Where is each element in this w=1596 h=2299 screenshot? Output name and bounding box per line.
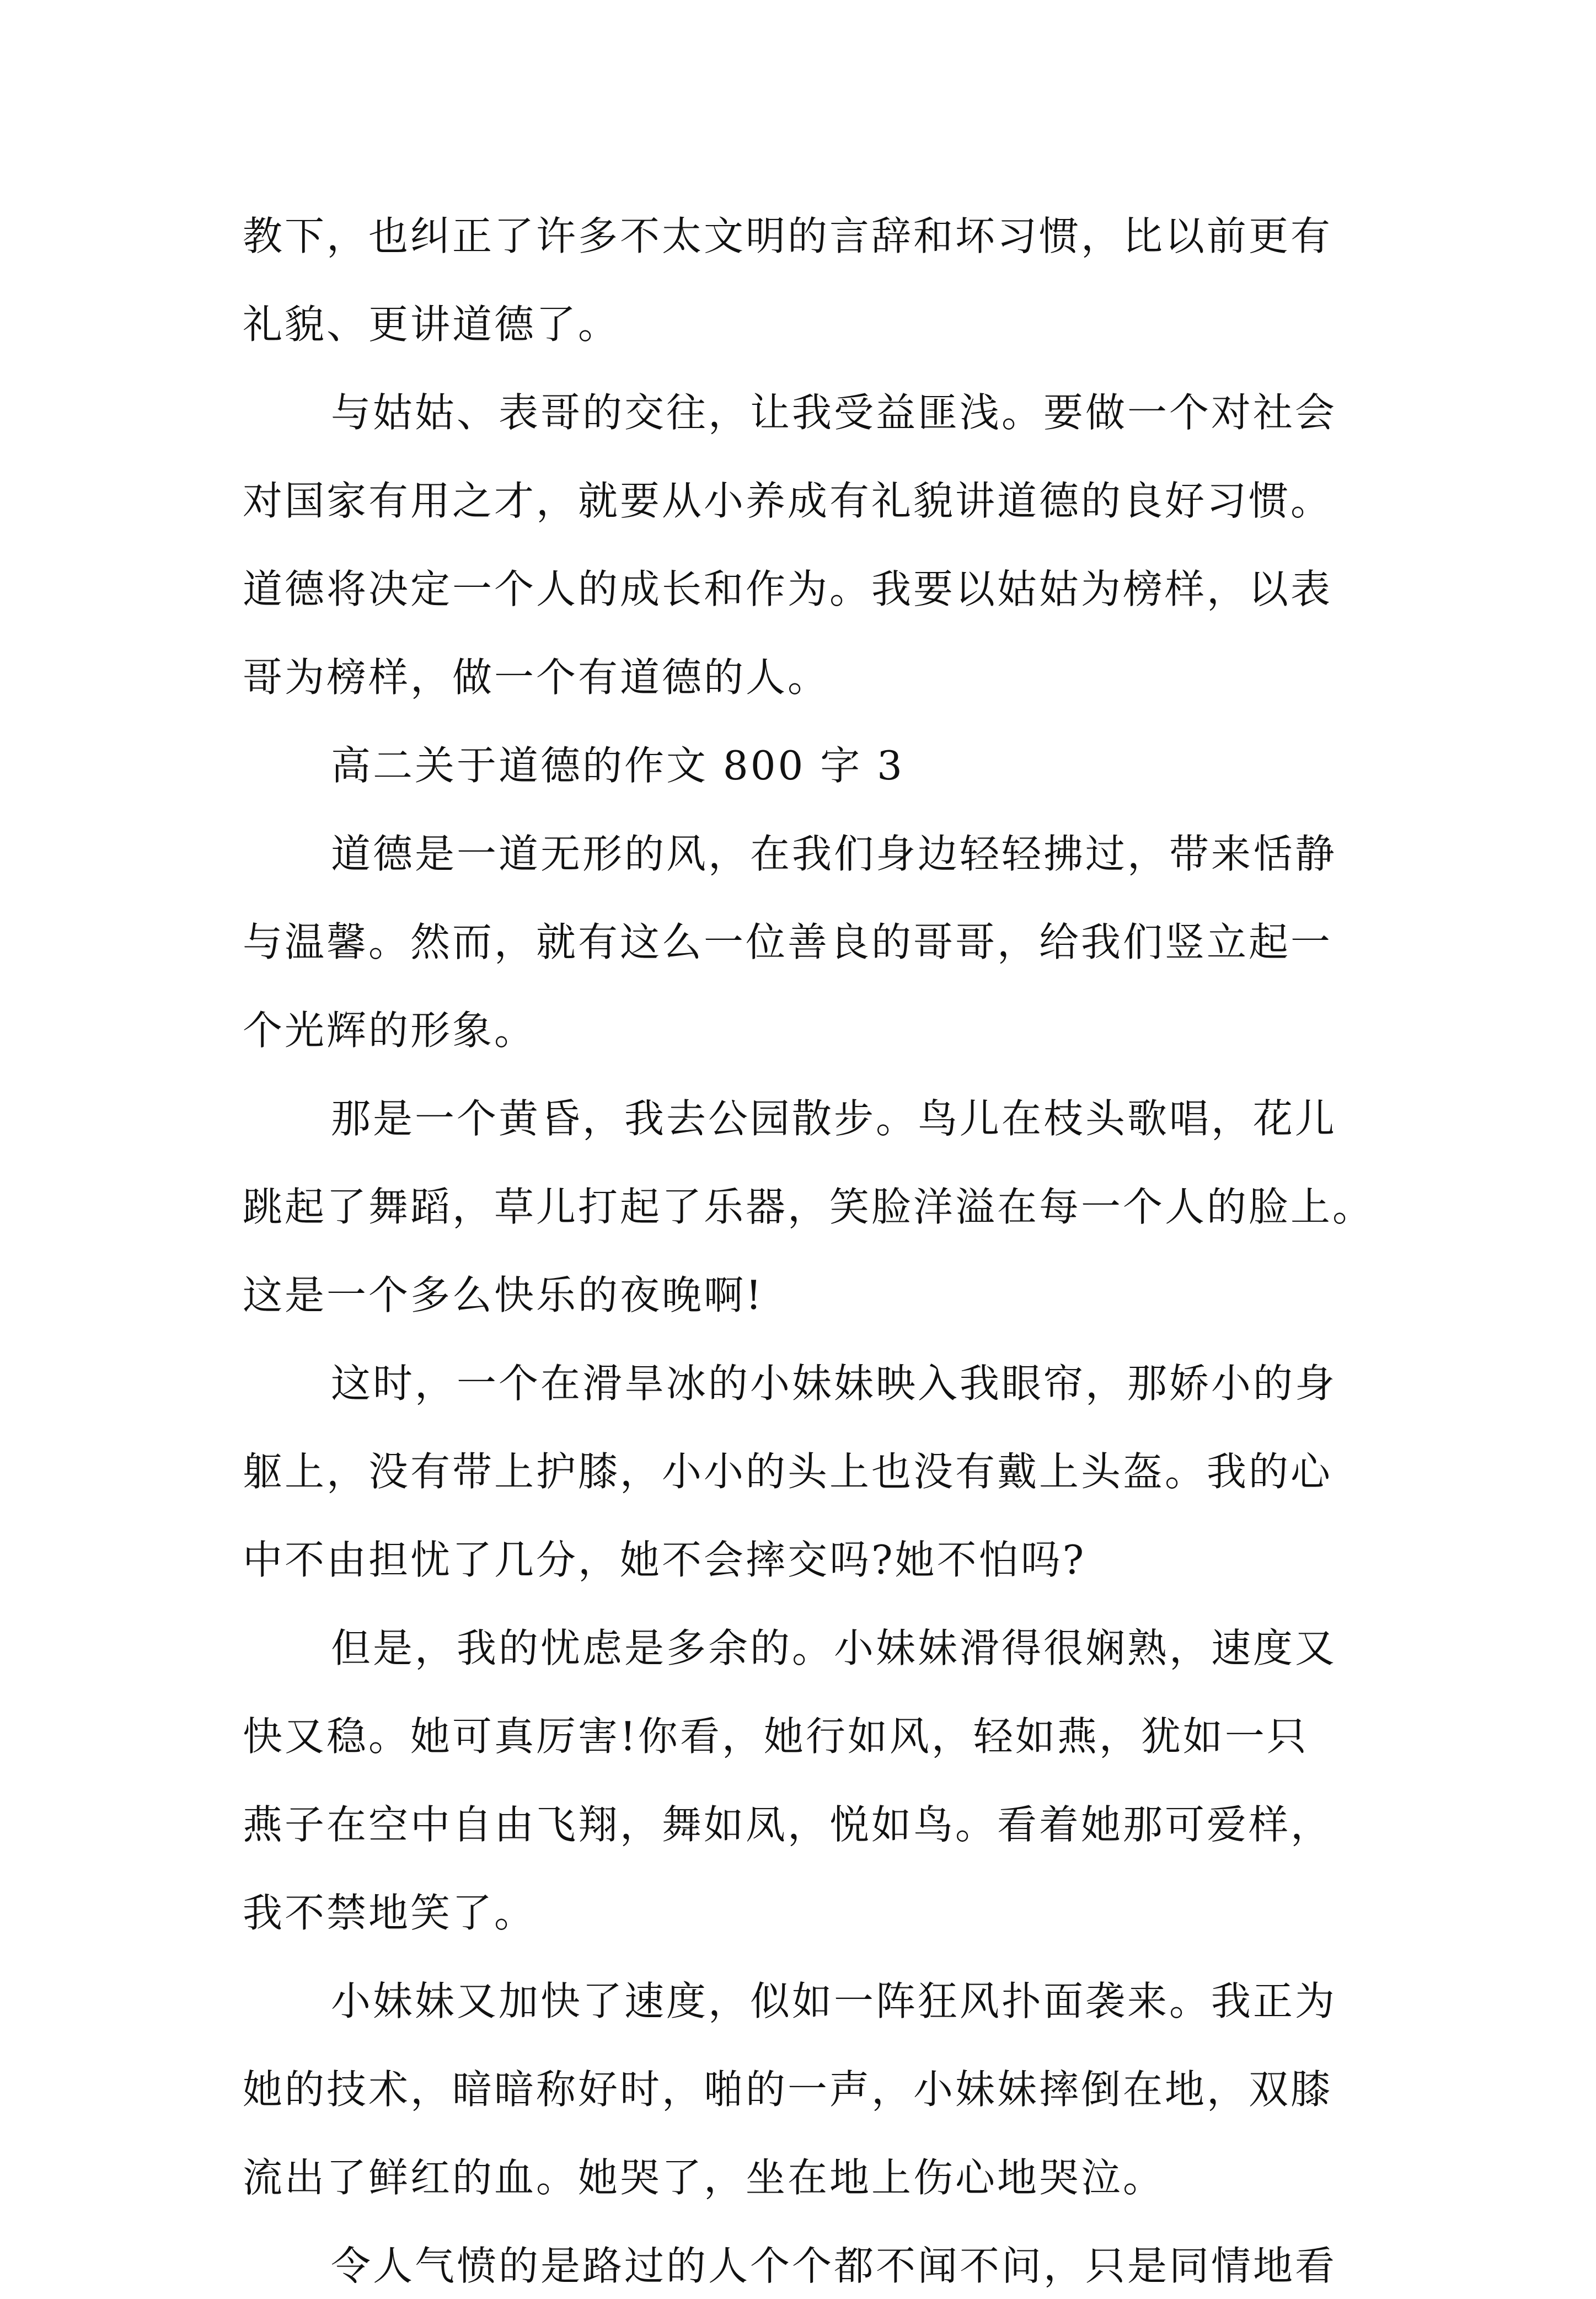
text-line: 道德将决定一个人的成长和作为。我要以姑姑为榜样，以表 [243,566,1333,612]
text-line: 这是一个多么快乐的夜晚啊! [243,1272,764,1318]
paragraph-start-line: 那是一个黄昏，我去公园散步。鸟儿在枝头歌唱，花儿 [331,1095,1337,1142]
section-heading: 高二关于道德的作文 800 字 3 [331,742,904,789]
paragraph-start-line: 小妹妹又加快了速度，似如一阵狂风扑面袭来。我正为 [331,1978,1337,2024]
paragraph-start-line: 这时，一个在滑旱冰的小妹妹映入我眼帘，那娇小的身 [331,1360,1337,1407]
paragraph-start-line: 但是，我的忧虑是多余的。小妹妹滑得很娴熟，速度又 [331,1625,1337,1671]
text-line: 躯上，没有带上护膝，小小的头上也没有戴上头盔。我的心 [243,1448,1333,1495]
text-line: 对国家有用之才，就要从小养成有礼貌讲道德的良好习惯。 [243,478,1333,524]
text-line: 燕子在空中自由飞翔，舞如凤，悦如鸟。看着她那可爱样， [243,1801,1333,1848]
paragraph-start-line: 令人气愤的是路过的人个个都不闻不问，只是同情地看 [331,2243,1337,2289]
text-line: 流出了鲜红的血。她哭了，坐在地上伤心地哭泣。 [243,2154,1165,2201]
paragraph-start-line: 道德是一道无形的风，在我们身边轻轻拂过，带来恬静 [331,831,1337,877]
text-line: 教下，也纠正了许多不太文明的言辞和坏习惯，比以前更有 [243,213,1333,259]
paragraph-start-line: 与姑姑、表哥的交往，让我受益匪浅。要做一个对社会 [331,389,1337,436]
text-line: 快又稳。她可真厉害!你看，她行如风，轻如燕，犹如一只 [243,1713,1309,1760]
text-line: 我不禁地笑了。 [243,1890,537,1936]
text-line: 哥为榜样，做一个有道德的人。 [243,654,830,701]
text-line: 礼貌、更讲道德了。 [243,301,620,347]
text-line: 她的技术，暗暗称好时，啪的一声，小妹妹摔倒在地，双膝 [243,2066,1333,2113]
text-line: 中不由担忧了几分，她不会摔交吗?她不怕吗? [243,1537,1086,1583]
text-line: 与温馨。然而，就有这么一位善良的哥哥，给我们竖立起一 [243,919,1333,965]
text-line: 跳起了舞蹈，草儿打起了乐器，笑脸洋溢在每一个人的脸上。 [243,1184,1375,1230]
text-line: 个光辉的形象。 [243,1007,537,1054]
